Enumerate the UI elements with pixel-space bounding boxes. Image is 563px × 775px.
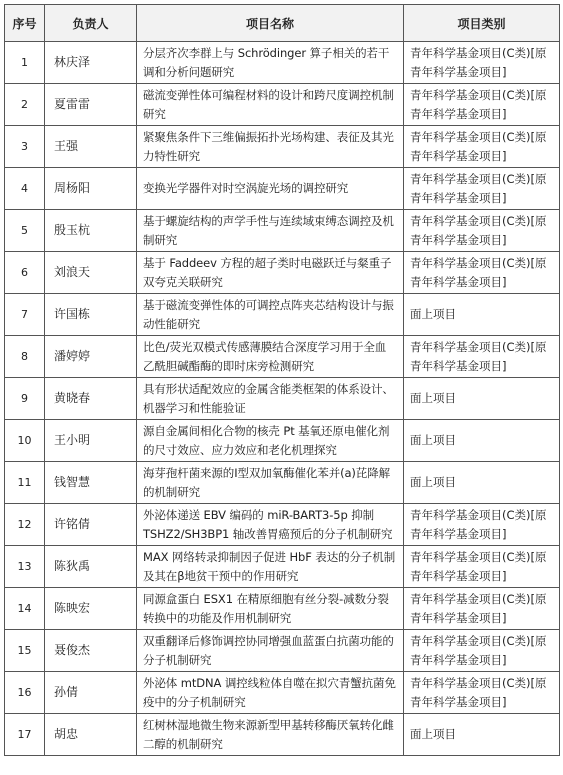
row-index: 15 bbox=[5, 630, 45, 672]
table-row bbox=[5, 588, 560, 630]
row-index: 17 bbox=[5, 714, 45, 756]
row-person: 许国栋 bbox=[45, 294, 137, 336]
row-project-name: 双重翻译后修饰调控协同增强血蓝蛋白抗菌功能的分子机制研究 bbox=[137, 630, 404, 672]
row-person: 许铭倩 bbox=[45, 504, 137, 546]
row-index: 13 bbox=[5, 546, 45, 588]
row-person: 陈狄禹 bbox=[45, 546, 137, 588]
row-person: 黄晓春 bbox=[45, 378, 137, 420]
row-project-name: 分层齐次李群上与 Schrödinger 算子相关的若干调和分析问题研究 bbox=[137, 42, 404, 84]
header-category: 项目类别 bbox=[404, 5, 560, 42]
table-row bbox=[5, 42, 560, 84]
row-person: 王小明 bbox=[45, 420, 137, 462]
row-project-category: 面上项目 bbox=[404, 420, 560, 462]
row-person: 陈映宏 bbox=[45, 588, 137, 630]
row-person: 钱智慧 bbox=[45, 462, 137, 504]
row-person: 夏雷雷 bbox=[45, 84, 137, 126]
row-project-category: 面上项目 bbox=[404, 714, 560, 756]
row-project-category: 面上项目 bbox=[404, 378, 560, 420]
table-row bbox=[5, 714, 560, 756]
table-row bbox=[5, 294, 560, 336]
row-person: 潘婷婷 bbox=[45, 336, 137, 378]
row-project-name: MAX 网络转录抑制因子促进 HbF 表达的分子机制及其在β地贫干预中的作用研究 bbox=[137, 546, 404, 588]
row-index: 7 bbox=[5, 294, 45, 336]
header-index: 序号 bbox=[5, 5, 45, 42]
table-row bbox=[5, 84, 560, 126]
row-person: 殷玉杭 bbox=[45, 210, 137, 252]
row-project-category: 青年科学基金项目(C类)[原青年科学基金项目] bbox=[404, 504, 560, 546]
table-row bbox=[5, 546, 560, 588]
table-row bbox=[5, 672, 560, 714]
row-project-name: 基于 Faddeev 方程的超子类时电磁跃迁与粲重子双夸克关联研究 bbox=[137, 252, 404, 294]
table-row bbox=[5, 504, 560, 546]
row-project-name: 基于螺旋结构的声学手性与连续域束缚态调控及机制研究 bbox=[137, 210, 404, 252]
row-person: 王强 bbox=[45, 126, 137, 168]
row-project-category: 面上项目 bbox=[404, 462, 560, 504]
row-project-category: 青年科学基金项目(C类)[原青年科学基金项目] bbox=[404, 126, 560, 168]
row-project-category: 面上项目 bbox=[404, 294, 560, 336]
row-project-category: 青年科学基金项目(C类)[原青年科学基金项目] bbox=[404, 630, 560, 672]
row-project-name: 源自金属间相化合物的核壳 Pt 基氧还原电催化剂的尺寸效应、应力效应和老化机理探究 bbox=[137, 420, 404, 462]
row-project-name: 外泌体 mtDNA 调控线粒体自噬在拟穴青蟹抗菌免疫中的分子机制研究 bbox=[137, 672, 404, 714]
row-person: 林庆泽 bbox=[45, 42, 137, 84]
row-index: 16 bbox=[5, 672, 45, 714]
row-project-name: 基于磁流变弹性体的可调控点阵夹芯结构设计与振动性能研究 bbox=[137, 294, 404, 336]
header-project: 项目名称 bbox=[137, 5, 404, 42]
row-index: 9 bbox=[5, 378, 45, 420]
row-project-category: 青年科学基金项目(C类)[原青年科学基金项目] bbox=[404, 210, 560, 252]
table-row bbox=[5, 126, 560, 168]
table-row bbox=[5, 420, 560, 462]
row-project-category: 青年科学基金项目(C类)[原青年科学基金项目] bbox=[404, 672, 560, 714]
table-header-row bbox=[5, 5, 560, 42]
row-index: 11 bbox=[5, 462, 45, 504]
row-index: 5 bbox=[5, 210, 45, 252]
table-row bbox=[5, 630, 560, 672]
row-person: 刘浪天 bbox=[45, 252, 137, 294]
row-project-category: 青年科学基金项目(C类)[原青年科学基金项目] bbox=[404, 546, 560, 588]
table-row bbox=[5, 168, 560, 210]
table-row bbox=[5, 336, 560, 378]
row-project-name: 红树林湿地微生物来源新型甲基转移酶厌氧转化雌二醇的机制研究 bbox=[137, 714, 404, 756]
row-project-name: 外泌体递送 EBV 编码的 miR-BART3-5p 抑制 TSHZ2/SH3BP1 轴改善胃癌预后的分子机制研究 bbox=[137, 504, 404, 546]
table-row bbox=[5, 462, 560, 504]
row-project-name: 同源盒蛋白 ESX1 在精原细胞有丝分裂-减数分裂转换中的功能及作用机制研究 bbox=[137, 588, 404, 630]
row-index: 12 bbox=[5, 504, 45, 546]
row-index: 6 bbox=[5, 252, 45, 294]
row-project-name: 磁流变弹性体可编程材料的设计和跨尺度调控机制研究 bbox=[137, 84, 404, 126]
project-table bbox=[4, 4, 560, 756]
row-project-name: 紧聚焦条件下三维偏振拓扑光场构建、表征及其光力特性研究 bbox=[137, 126, 404, 168]
row-index: 3 bbox=[5, 126, 45, 168]
table-row bbox=[5, 210, 560, 252]
table-row bbox=[5, 378, 560, 420]
row-project-category: 青年科学基金项目(C类)[原青年科学基金项目] bbox=[404, 588, 560, 630]
row-project-category: 青年科学基金项目(C类)[原青年科学基金项目] bbox=[404, 336, 560, 378]
row-project-name: 具有形状适配效应的金属含能类框架的体系设计、机器学习和性能验证 bbox=[137, 378, 404, 420]
row-person: 胡忠 bbox=[45, 714, 137, 756]
row-project-category: 青年科学基金项目(C类)[原青年科学基金项目] bbox=[404, 168, 560, 210]
header-person: 负责人 bbox=[45, 5, 137, 42]
row-person: 聂俊杰 bbox=[45, 630, 137, 672]
row-person: 周杨阳 bbox=[45, 168, 137, 210]
row-project-name: 海芽孢杆菌来源的I型双加氧酶催化苯并(a)芘降解的机制研究 bbox=[137, 462, 404, 504]
row-project-category: 青年科学基金项目(C类)[原青年科学基金项目] bbox=[404, 252, 560, 294]
row-index: 14 bbox=[5, 588, 45, 630]
row-project-name: 变换光学器件对时空涡旋光场的调控研究 bbox=[137, 168, 404, 210]
row-index: 1 bbox=[5, 42, 45, 84]
row-index: 4 bbox=[5, 168, 45, 210]
row-project-category: 青年科学基金项目(C类)[原青年科学基金项目] bbox=[404, 84, 560, 126]
row-index: 2 bbox=[5, 84, 45, 126]
row-person: 孙倩 bbox=[45, 672, 137, 714]
table-row bbox=[5, 252, 560, 294]
row-project-category: 青年科学基金项目(C类)[原青年科学基金项目] bbox=[404, 42, 560, 84]
row-project-name: 比色/荧光双模式传感薄膜结合深度学习用于全血乙酰胆碱酯酶的即时床旁检测研究 bbox=[137, 336, 404, 378]
row-index: 10 bbox=[5, 420, 45, 462]
row-index: 8 bbox=[5, 336, 45, 378]
table-body bbox=[5, 42, 560, 756]
